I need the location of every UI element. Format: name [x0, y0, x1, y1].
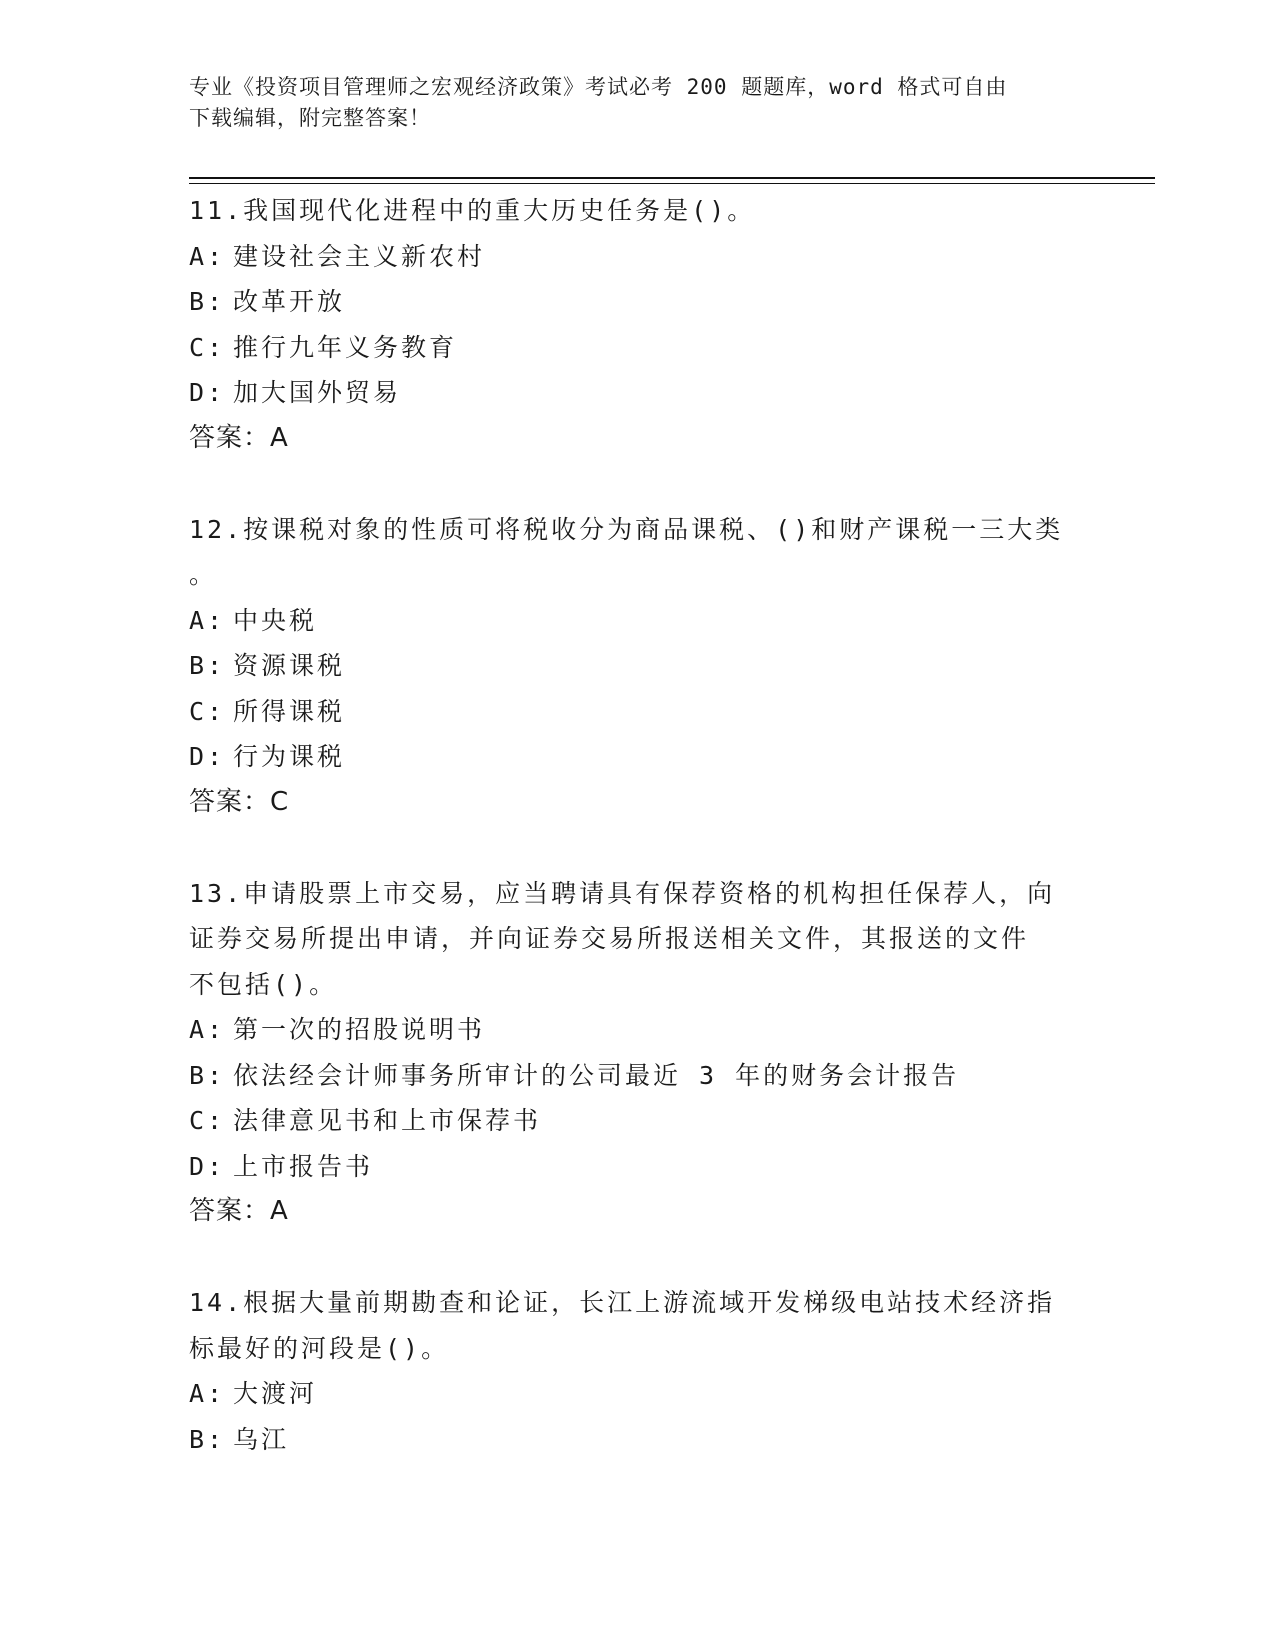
question-block — [189, 507, 1089, 826]
option-letter: D: — [189, 1151, 226, 1181]
option-text: 乌江 — [233, 1424, 290, 1454]
answer-option — [189, 689, 1089, 735]
option-text: 建设社会主义新农村 — [233, 241, 486, 271]
option-letter: C: — [189, 696, 226, 726]
header-rule-thin — [189, 183, 1155, 184]
answer-option — [189, 1371, 1089, 1417]
option-letter: A: — [189, 241, 226, 271]
answer-option — [189, 1417, 1089, 1463]
header-rule-thick — [189, 177, 1155, 179]
option-text: 推行九年义务教育 — [233, 332, 458, 362]
question-stem-line: 。 — [189, 560, 218, 589]
option-letter: D: — [189, 378, 226, 407]
question-stem-line: 11.我国现代化进程中的重大历史任务是()。 — [189, 196, 756, 225]
option-letter: A: — [189, 1379, 226, 1408]
option-text: 依法经会计师事务所审计的公司最近 3 年的财务会计报告 — [233, 1060, 960, 1090]
answer-option — [189, 1144, 1089, 1190]
option-letter: B: — [189, 287, 226, 316]
header-line-1: 专业《投资项目管理师之宏观经济政策》考试必考 200 题题库，word 格式可自由 — [189, 75, 1008, 99]
question-list — [189, 188, 1089, 1462]
option-letter: C: — [189, 1106, 226, 1135]
question-stem-line: 14.根据大量前期勘查和论证，长江上游流域开发梯级电站技术经济指 — [189, 1288, 1056, 1317]
question-block — [189, 1280, 1089, 1462]
option-text: 改革开放 — [233, 287, 346, 316]
option-text: 中央税 — [233, 605, 318, 635]
question-stem-line: 标最好的河段是()。 — [189, 1333, 450, 1363]
option-text: 第一次的招股说明书 — [233, 1015, 486, 1044]
question-spacer — [189, 825, 1089, 871]
header-line-2: 下载编辑，附完整答案！ — [189, 106, 431, 130]
answer-option — [189, 1007, 1089, 1053]
option-letter: B: — [189, 1060, 226, 1090]
answer-option — [189, 325, 1089, 371]
option-letter: B: — [189, 651, 226, 680]
option-text: 大渡河 — [233, 1379, 318, 1408]
answer-option — [189, 234, 1089, 280]
answer-option — [189, 370, 1089, 416]
option-text: 加大国外贸易 — [233, 378, 402, 407]
question-stem-line: 12.按课税对象的性质可将税收分为商品课税、()和财产课税一三大类 — [189, 514, 1064, 544]
option-letter: A: — [189, 605, 226, 635]
option-text: 所得课税 — [233, 696, 346, 726]
answer-key: 答案：A — [189, 422, 289, 453]
question-stem-line: 13.申请股票上市交易，应当聘请具有保荐资格的机构担任保荐人，向 — [189, 878, 1056, 908]
answer-option — [189, 1098, 1089, 1144]
option-text: 资源课税 — [233, 651, 346, 680]
answer-option — [189, 734, 1089, 780]
document-header — [189, 72, 1089, 134]
answer-key: 答案：C — [189, 786, 290, 817]
question-block — [189, 871, 1089, 1235]
option-letter: C: — [189, 332, 226, 362]
option-text: 上市报告书 — [233, 1151, 374, 1181]
answer-option — [189, 279, 1089, 325]
answer-option — [189, 643, 1089, 689]
answer-option — [189, 598, 1089, 644]
question-block — [189, 188, 1089, 461]
question-stem-line: 证券交易所提出申请，并向证券交易所报送相关文件，其报送的文件 — [189, 924, 1030, 953]
question-spacer — [189, 461, 1089, 507]
answer-option — [189, 1053, 1089, 1099]
answer-key: 答案：A — [189, 1196, 289, 1226]
option-text: 法律意见书和上市保荐书 — [233, 1106, 542, 1135]
question-spacer — [189, 1235, 1089, 1281]
question-stem-line: 不包括()。 — [189, 969, 338, 999]
option-letter: D: — [189, 742, 226, 771]
option-letter: A: — [189, 1015, 226, 1044]
option-letter: B: — [189, 1424, 226, 1454]
option-text: 行为课税 — [233, 742, 346, 771]
